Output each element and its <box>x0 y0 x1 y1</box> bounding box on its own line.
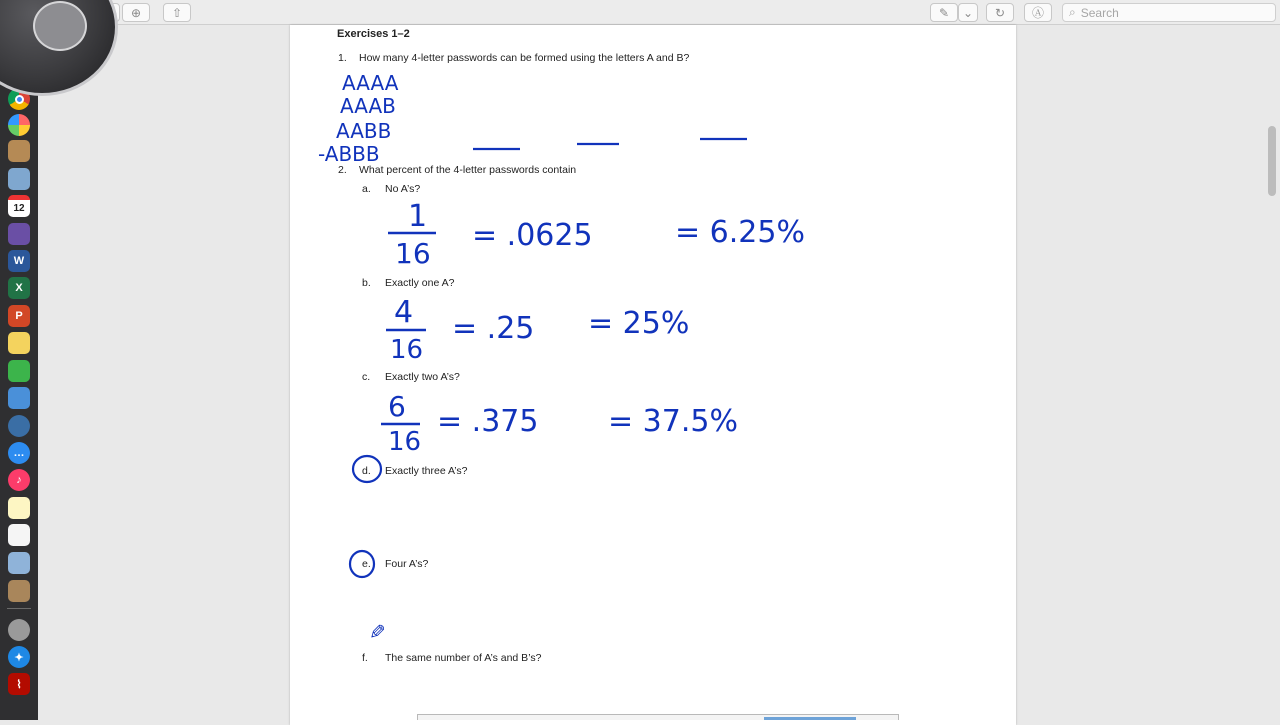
ink-list-line-1: AAAA <box>342 71 399 95</box>
page-bottom-panel <box>417 714 899 720</box>
pen-cursor-icon: ✎ <box>369 622 386 644</box>
pen-icon: ✎ <box>938 5 950 20</box>
powerpoint-icon[interactable]: P <box>8 305 30 327</box>
item-a-text: No A’s? <box>385 183 421 195</box>
item-c-letter: c. <box>362 371 371 383</box>
ink-b-denominator: 16 <box>390 335 424 365</box>
markup-dropdown-button[interactable] <box>958 3 978 22</box>
ink-c-denominator: 16 <box>388 427 422 457</box>
photos-icon[interactable] <box>8 114 30 136</box>
app-toolbar <box>0 0 1280 25</box>
annotate-icon: Ⓐ <box>1031 6 1044 20</box>
tool-wheel-center[interactable] <box>33 1 87 51</box>
ink-list-line-2: AAAB <box>340 94 396 118</box>
rotate-icon: ↻ <box>994 5 1006 20</box>
screenshot-icon[interactable] <box>8 223 30 245</box>
document-page <box>290 25 1016 725</box>
notes-icon[interactable] <box>8 497 30 519</box>
question-2-text: What percent of the 4-letter passwords contain <box>359 164 577 176</box>
dock-separator <box>7 608 31 609</box>
contacts-icon[interactable] <box>8 140 30 162</box>
item-d-letter: d. <box>362 465 371 477</box>
page-heading: Exercises 1–2 <box>337 28 410 40</box>
keynote-icon[interactable] <box>8 387 30 409</box>
ink-c-numerator: 6 <box>388 390 406 423</box>
calendar-date: 12 <box>13 203 25 214</box>
zoom-in-button[interactable] <box>122 3 150 22</box>
item-b-letter: b. <box>362 277 371 289</box>
question-1-number: 1. <box>338 52 347 64</box>
reminders-icon[interactable] <box>8 524 30 546</box>
search-placeholder: Search <box>1080 5 1119 20</box>
rotate-button[interactable] <box>986 3 1014 22</box>
ink-list-line-3: AABB <box>336 119 392 143</box>
ink-b-decimal: = .25 <box>452 311 535 346</box>
zoom-in-icon: ⊕ <box>130 5 142 20</box>
search-icon: ⌕ <box>1069 5 1076 19</box>
item-d-text: Exactly three A’s? <box>385 465 468 477</box>
share-icon: ⇧ <box>171 5 183 20</box>
item-f-letter: f. <box>362 652 368 664</box>
ink-list-line-4: -ABBB <box>318 142 380 166</box>
ink-b-numerator: 4 <box>394 295 414 330</box>
chevron-down-icon: ⌄ <box>962 5 974 20</box>
search-field[interactable] <box>1062 3 1276 22</box>
disk-utility-icon[interactable] <box>8 619 30 641</box>
safari-icon[interactable]: ✦ <box>8 646 30 668</box>
ink-c-decimal: = .375 <box>437 404 539 439</box>
vertical-scrollbar-thumb[interactable] <box>1268 126 1276 196</box>
item-b-text: Exactly one A? <box>385 277 455 289</box>
ink-c-percent: = 37.5% <box>608 404 738 439</box>
photos-app-icon[interactable] <box>8 552 30 574</box>
item-e-letter: e. <box>362 558 371 570</box>
share-button[interactable] <box>163 3 191 22</box>
messages-icon[interactable]: … <box>8 442 30 464</box>
ink-a-percent: = 6.25% <box>675 215 805 250</box>
dock <box>0 0 38 720</box>
annotate-button[interactable] <box>1024 3 1052 22</box>
calendar-icon[interactable] <box>8 195 30 217</box>
item-a-letter: a. <box>362 183 371 195</box>
numbers-icon[interactable] <box>8 360 30 382</box>
question-1-text: How many 4-letter passwords can be formed using the letters A and B? <box>359 52 690 64</box>
item-f-text: The same number of A’s and B’s? <box>385 652 542 664</box>
item-c-text: Exactly two A’s? <box>385 371 460 383</box>
preview-icon[interactable] <box>8 168 30 190</box>
excel-icon[interactable]: X <box>8 277 30 299</box>
music-icon[interactable]: ♪ <box>8 469 30 491</box>
question-2-number: 2. <box>338 164 347 176</box>
ink-b-percent: = 25% <box>588 306 690 341</box>
quicktime-icon[interactable] <box>8 415 30 437</box>
acrobat-icon[interactable]: ⌇ <box>8 673 30 695</box>
notebook-icon[interactable] <box>8 580 30 602</box>
item-e-text: Four A’s? <box>385 558 429 570</box>
annotation-tool-wheel[interactable] <box>0 0 118 96</box>
markup-pen-button[interactable] <box>930 3 958 22</box>
stickies-icon[interactable] <box>8 332 30 354</box>
ink-a-denominator: 16 <box>395 237 431 270</box>
word-icon[interactable]: W <box>8 250 30 272</box>
ink-a-numerator: 1 <box>408 199 428 234</box>
ink-a-decimal: = .0625 <box>472 218 593 253</box>
